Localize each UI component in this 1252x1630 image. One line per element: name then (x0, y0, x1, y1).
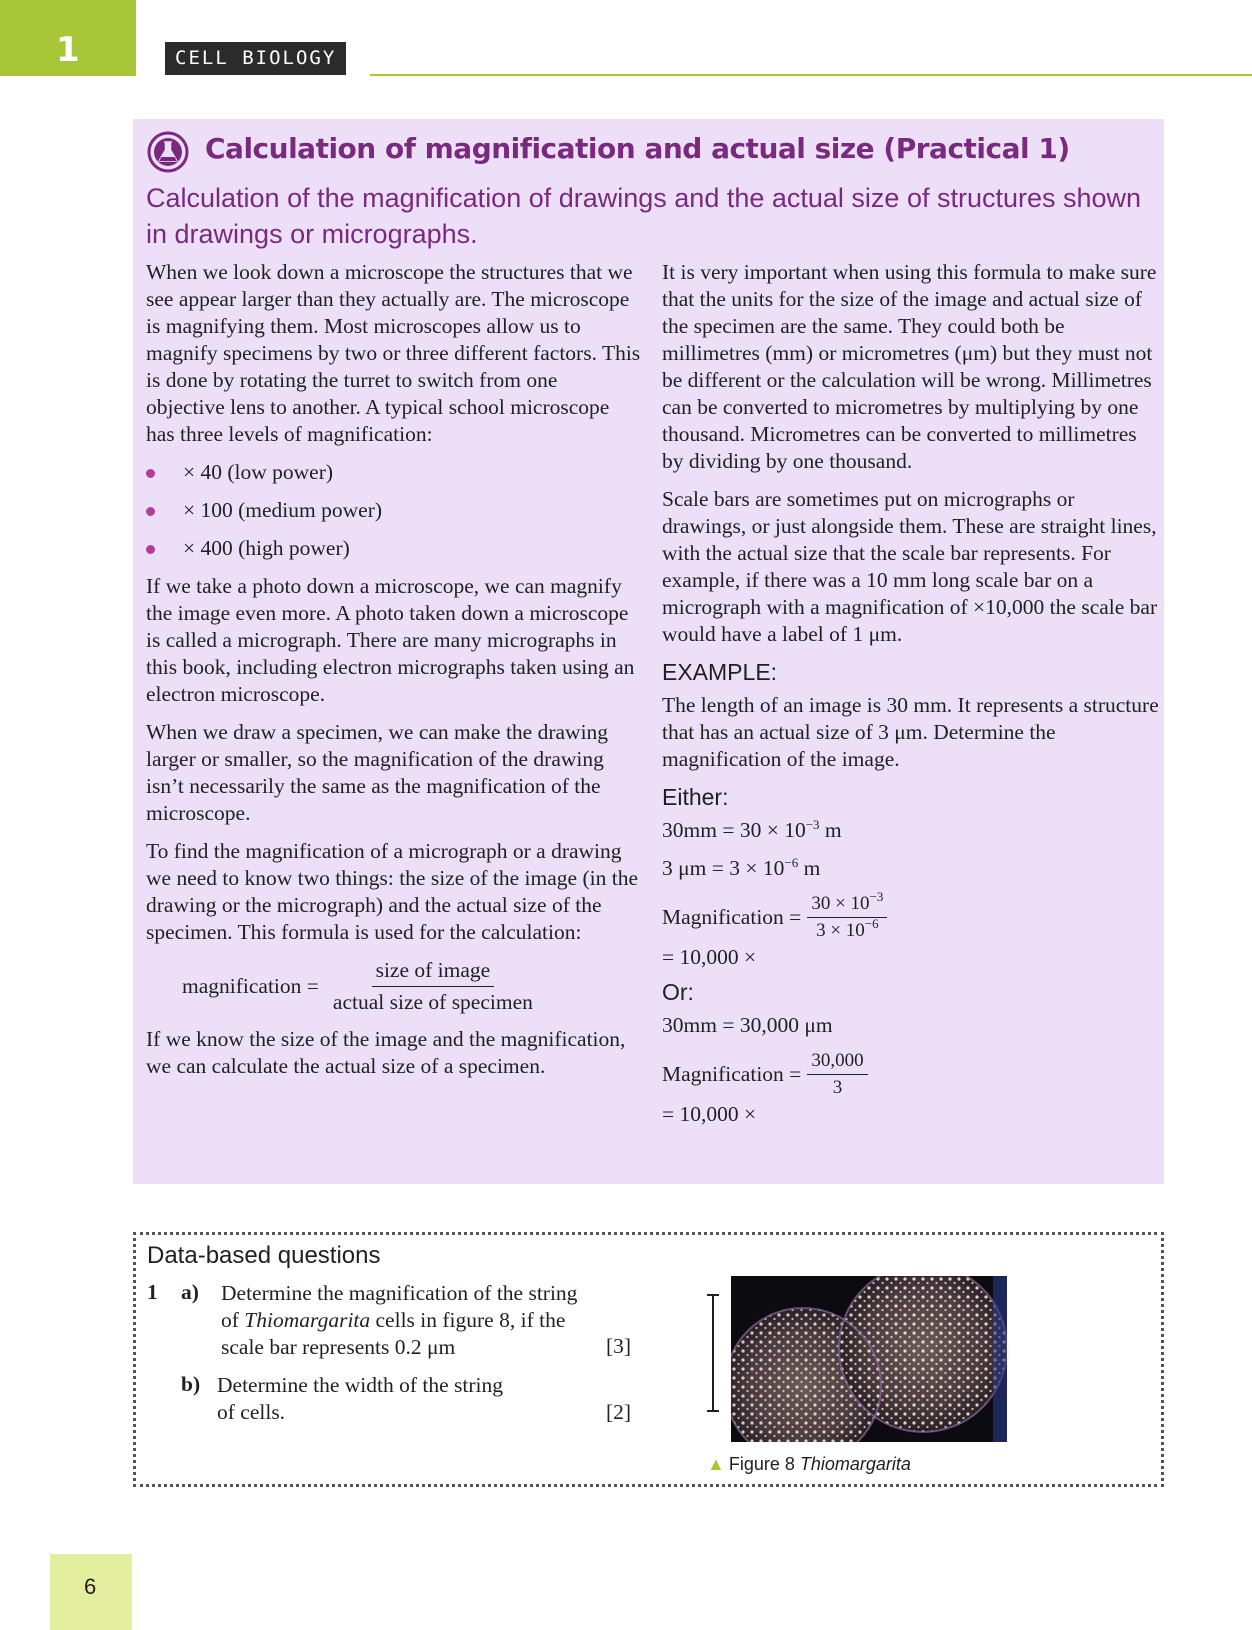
equation-text: 30mm = 30 × 10 (662, 818, 806, 842)
question-number: 1 (147, 1280, 158, 1304)
numerator-text: 30 × 10 (811, 893, 870, 914)
bullet-icon (146, 545, 155, 554)
magnification-equation (662, 889, 1162, 942)
bullet-icon (146, 469, 155, 478)
right-column (662, 259, 1162, 1139)
paragraph: If we know the size of the image and the magnification, we can calculate the actual size of a specimen. (146, 1027, 626, 1078)
list-item-text: × 100 (medium power) (183, 498, 383, 522)
equation-label: Magnification = (662, 905, 802, 929)
paragraph: It is very important when using this formula to make sure that the units for the size of the image and actual size of the specimen are the same. They could both be millimetres (mm) or micrometres (μm) but they must not be different or the calculation will be wrong. Millimetres can be converted to micrometres by multiplying by one thousand. Micrometres can be converted to millimetres by dividing by one thousand. (662, 260, 1157, 473)
magnification-equation (662, 1050, 1162, 1099)
data-questions-title: Data-based questions (147, 1242, 381, 1269)
equation-result: = 10,000 × (662, 945, 757, 969)
list-item-text: × 40 (low power) (183, 460, 334, 484)
page-number-tab (50, 1554, 132, 1630)
equation-line (662, 855, 1162, 882)
equation-result: = 10,000 × (662, 1102, 757, 1126)
question-line: scale bar represents 0.2 μm (221, 1335, 456, 1359)
caption-species: Thiomargarita (799, 1454, 911, 1474)
bullet-icon (146, 507, 155, 516)
equation-fraction (807, 1050, 867, 1099)
paragraph: When we look down a microscope the structures that we see appear larger than they actually are. The microscope is magnifying them. Most microscopes allow us to magnify specimens by two or three different factors. This is done by rotating the turret to switch from one objective lens to another. A typical school microscope has three levels of magnification: (146, 260, 641, 446)
question-part-b-text (217, 1372, 617, 1426)
exponent: −3 (805, 817, 820, 832)
practical-title: Calculation of magnification and actual size (Practical 1) (205, 132, 1070, 165)
equation-line: 30mm = 30,000 μm (662, 1013, 833, 1037)
question-line (221, 1307, 641, 1334)
question-line: Determine the width of the string (217, 1373, 503, 1397)
figure-caption (707, 1454, 911, 1475)
question-line: of cells. (217, 1400, 286, 1424)
exponent: −6 (864, 916, 879, 931)
list-item (146, 535, 641, 562)
question-part-b-marks: [2] (606, 1400, 632, 1424)
left-column (146, 259, 641, 1091)
equation-text: 3 μm = 3 × 10 (662, 856, 785, 880)
paragraph: When we draw a specimen, we can make the drawing larger or smaller, so the magnification of the drawing isn’t necessarily the same as the magnification of the microscope. (146, 720, 609, 825)
question-text: cells in figure 8, if the (370, 1308, 566, 1332)
either-heading: Either: (662, 784, 729, 810)
triangle-icon: ▲ (707, 1454, 725, 1474)
caption-text: Figure 8 (728, 1454, 800, 1474)
question-part-a-text (221, 1280, 641, 1361)
paragraph: The length of an image is 30 mm. It represents a structure that has an actual size of 3 μm. Determine the magnification of the image. (662, 693, 1159, 771)
page-number: 6 (84, 1574, 97, 1599)
equation-label: Magnification = (662, 1062, 802, 1086)
flask-icon (146, 130, 190, 174)
question-part-a-label: a) (181, 1280, 199, 1304)
practical-subtitle: Calculation of the magnification of drawings and the actual size of structures shown in drawings or micrographs. (146, 183, 1142, 249)
fraction-denominator: 3 (832, 1077, 843, 1098)
list-item-text: × 400 (high power) (183, 536, 350, 560)
thiomargarita-micrograph (731, 1276, 1007, 1442)
equation-fraction (807, 889, 887, 942)
scale-bar (712, 1294, 714, 1412)
question-line: Determine the magnification of the string (221, 1281, 578, 1305)
exponent: −6 (784, 855, 799, 870)
chapter-number: 1 (56, 30, 80, 70)
exponent: −3 (869, 889, 884, 904)
fraction-numerator (807, 889, 887, 918)
question-part-a-marks: [3] (606, 1334, 632, 1358)
unit: m (819, 818, 842, 842)
fraction-numerator: 30,000 (807, 1050, 867, 1075)
formula-denominator: actual size of specimen (332, 990, 533, 1014)
paragraph: To find the magnification of a micrograph or a drawing we need to know two things: the size of the image (in the drawing or the micrograph) and the actual size of the specimen. This formula is used for the calculation: (146, 839, 638, 944)
formula-numerator: size of image (372, 957, 495, 987)
fraction-denominator (812, 918, 883, 942)
paragraph: If we take a photo down a microscope, we can magnify the image even more. A photo taken down a microscope is called a micrograph. There are many micrographs in this book, including electron micrographs taken using an electron microscope. (146, 574, 635, 706)
equation-line (662, 817, 1162, 844)
magnification-formula (182, 957, 641, 1016)
header-divider (370, 74, 1252, 76)
question-part-b-label: b) (181, 1372, 201, 1396)
or-heading: Or: (662, 979, 694, 1005)
question-text: of (221, 1308, 245, 1332)
magnification-list (146, 459, 641, 562)
chapter-title: CELL BIOLOGY (165, 42, 346, 75)
list-item (146, 459, 641, 486)
list-item (146, 497, 641, 524)
paragraph: Scale bars are sometimes put on micrographs or drawings, or just alongside them. These are straight lines, with the actual size that the scale bar represents. For example, if there was a 10 mm long scale bar on a micrograph with a magnification of ×10,000 the scale bar would have a label of 1 μm. (662, 487, 1158, 646)
denominator-text: 3 × 10 (816, 920, 865, 941)
example-heading: EXAMPLE: (662, 659, 778, 685)
species-name: Thiomargarita (244, 1308, 371, 1332)
chapter-number-tab (0, 0, 136, 76)
unit: m (798, 856, 821, 880)
formula-fraction (329, 957, 537, 1016)
formula-lhs: magnification = (182, 974, 319, 998)
